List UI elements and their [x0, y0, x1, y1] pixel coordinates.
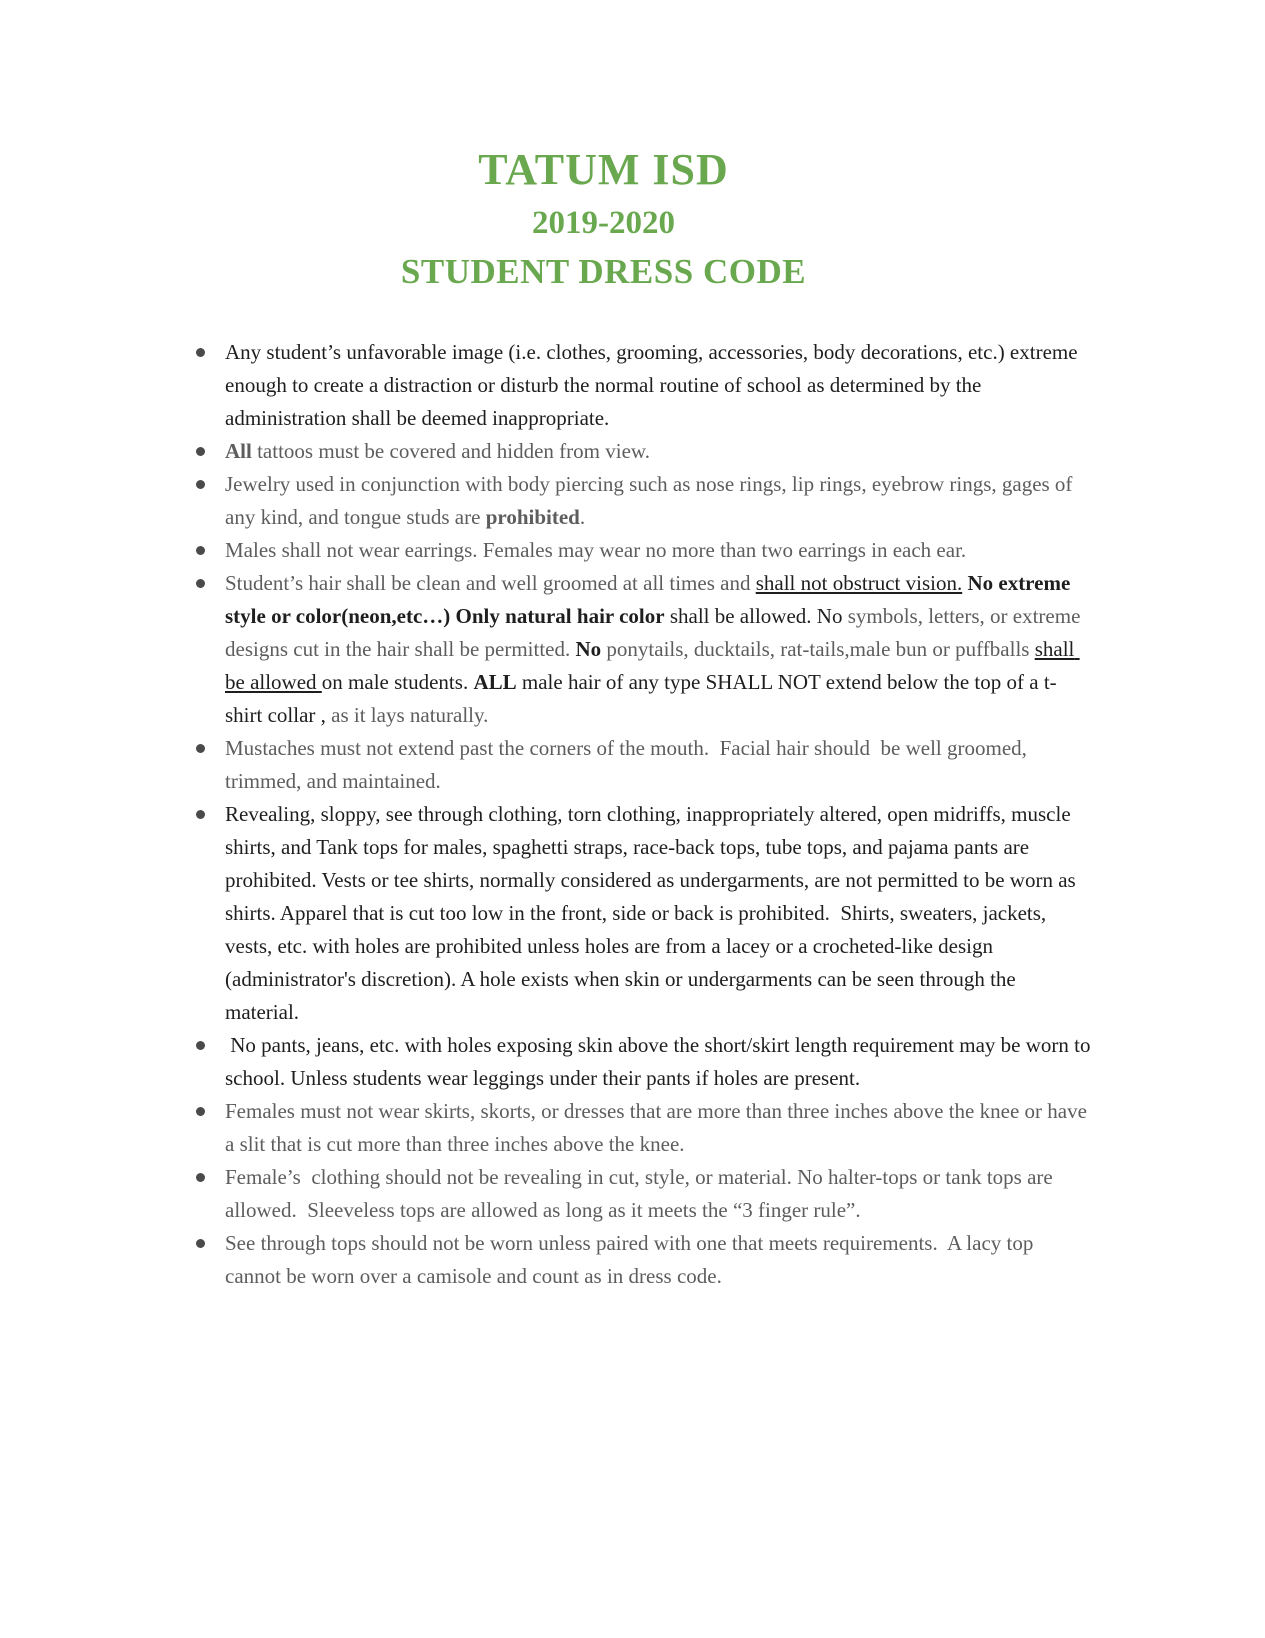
text-run: No extreme style or color(neon,etc…) Only natural hair color [225, 571, 1076, 628]
school-year-subtitle: 2019-2020 [532, 205, 675, 241]
text-run: All [225, 439, 252, 463]
text-run: as it lays naturally. [331, 703, 489, 727]
text-run: Student’s hair shall be clean and well groomed at all times and [225, 571, 756, 595]
text-run: Mustaches must not extend past the corners of the mouth. Facial hair should be well groomed, trimmed, and maintained. [225, 736, 1033, 793]
text-run: ALL [473, 670, 517, 694]
text-run: Any student’s unfavorable image (i.e. clothes, grooming, accessories, body decorations, etc.) extreme enough to create a distraction or disturb the normal routine of school as determined by the administration shall be deemed inappropriate. [225, 340, 1083, 430]
text-run: Revealing, sloppy, see through clothing, torn clothing, inappropriately altered, open midriffs, muscle shirts, and Tank tops for males, spaghetti straps, race-back tops, tube tops, and pajama pants are prohibited. Vests or tee shirts, normally considered as undergarments, are not permitted to be worn as shirts. Apparel that is cut too low in the front, side or back is prohibited. Shirts, sweaters, jackets, vests, etc. with holes are prohibited unless holes are from a lacey or a crocheted-like design (administrator's discretion). A hole exists when skin or undergarments can be seen through the material. [225, 802, 1081, 1024]
list-item [196, 468, 1093, 534]
list-item [196, 732, 1093, 798]
list-item [196, 435, 1093, 468]
document-header [196, 145, 1093, 291]
text-run: Females must not wear skirts, skorts, or dresses that are more than three inches above the knee or have a slit that is cut more than three inches above the knee. [225, 1099, 1093, 1156]
text-run: male hair of any type SHALL NOT extend below the top of a t-shirt collar , [225, 670, 1057, 727]
dress-code-list [196, 336, 1096, 1293]
list-item [196, 534, 1093, 567]
page-title: TATUM ISD [478, 145, 729, 194]
text-run: Jewelry used in conjunction with body piercing such as nose rings, lip rings, eyebrow rings, gages of any kind, and tongue studs are [225, 472, 1078, 529]
text-run: shall be allowed. No [664, 604, 843, 628]
text-run: shall be allowed [225, 637, 1080, 694]
text-run: symbols, letters, or extreme designs cut in the hair shall be permitted. [225, 604, 1086, 661]
dress-code-subtitle: STUDENT DRESS CODE [400, 252, 807, 291]
text-run: prohibited [485, 505, 580, 529]
list-item [196, 1095, 1093, 1161]
text-run: Males shall not wear earrings. Females may wear no more than two earrings in each ear. [225, 538, 967, 562]
list-item [196, 798, 1093, 1029]
text-run: tattoos must be covered and hidden from view. [251, 439, 650, 463]
list-item [196, 567, 1093, 732]
text-run: See through tops should not be worn unless paired with one that meets requirements. A lacy top cannot be worn over a camisole and count as in dress code. [225, 1231, 1039, 1288]
text-run: on male students. [321, 670, 474, 694]
text-run: ponytails, ducktails, rat-tails,male bun or puffballs [601, 637, 1035, 661]
list-item [196, 336, 1093, 435]
text-run: No pants, jeans, etc. with holes exposing skin above the short/skirt length requirement may be worn to school. Unless students wear leggings under their pants if holes are present. [225, 1033, 1096, 1090]
text-run: No [575, 637, 602, 661]
list-item [196, 1227, 1093, 1293]
list-item [196, 1161, 1093, 1227]
text-run: . [579, 505, 586, 529]
list-item [196, 1029, 1096, 1095]
text-run: shall not obstruct vision. [755, 571, 963, 595]
text-run: Female’s clothing should not be revealing in cut, style, or material. No halter-tops or tank tops are allowed. Sleeveless tops are allowed as long as it meets the “3 finger rule”. [225, 1165, 1058, 1222]
